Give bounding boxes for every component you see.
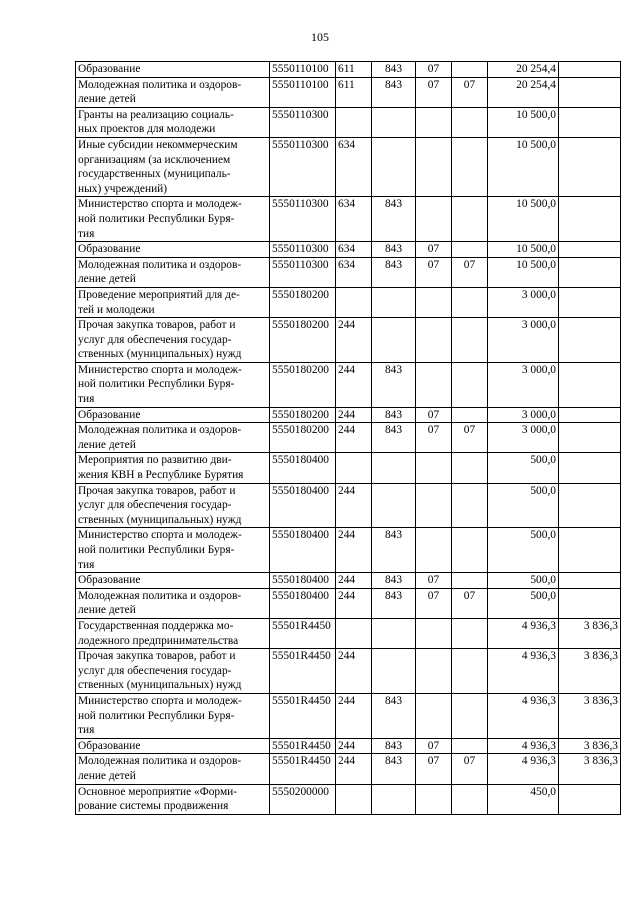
row-administrator-code: 843 (372, 257, 416, 287)
row-target-article: 5550180200 (270, 362, 336, 407)
row-subsection (452, 573, 488, 589)
row-name (76, 287, 270, 317)
row-expense-type: 244 (336, 362, 372, 407)
table-row (76, 107, 621, 137)
row-name-line: Молодежная политика и оздоров- (78, 258, 242, 271)
table-row (76, 754, 621, 784)
row-subsection (452, 362, 488, 407)
table-row (76, 483, 621, 528)
row-section: 07 (416, 754, 452, 784)
row-name-line: Проведение мероприятий для де- (78, 288, 240, 301)
row-section: 07 (416, 257, 452, 287)
row-name-line: ственных (муниципальных) нужд (78, 679, 242, 692)
row-name-line: услуг для обеспечения государ- (78, 664, 232, 677)
row-expense-type (336, 107, 372, 137)
row-name (76, 573, 270, 589)
row-name-line: ственных (муниципальных) нужд (78, 348, 242, 361)
row-amount: 20 254,4 (488, 62, 559, 78)
row-section: 07 (416, 573, 452, 589)
row-section (416, 693, 452, 738)
row-name-line: жения КВН в Республике Бурятия (78, 469, 244, 482)
row-name (76, 77, 270, 107)
row-section (416, 453, 452, 483)
row-name-line: Молодежная политика и оздоров- (78, 78, 242, 91)
row-subsection (452, 618, 488, 648)
row-amount: 450,0 (488, 784, 559, 814)
row-name (76, 62, 270, 78)
row-target-article: 55501R4450 (270, 693, 336, 738)
row-expense-type: 244 (336, 738, 372, 754)
row-name-line: тия (78, 558, 95, 571)
row-administrator-code: 843 (372, 693, 416, 738)
row-subsection: 07 (452, 588, 488, 618)
row-amount: 4 936,3 (488, 618, 559, 648)
row-amount-federal (559, 588, 621, 618)
row-name-line: Образование (78, 574, 141, 587)
row-subsection (452, 62, 488, 78)
row-administrator-code (372, 618, 416, 648)
row-subsection (452, 649, 488, 694)
row-expense-type: 244 (336, 649, 372, 694)
row-amount-federal (559, 107, 621, 137)
row-subsection: 07 (452, 77, 488, 107)
row-expense-type: 611 (336, 77, 372, 107)
table-row (76, 407, 621, 423)
row-name (76, 618, 270, 648)
row-subsection (452, 453, 488, 483)
row-name-line: рование системы продвижения (78, 800, 229, 813)
table-row (76, 453, 621, 483)
row-name-line: Министерство спорта и молодеж- (78, 198, 242, 211)
row-subsection (452, 137, 488, 196)
table-row (76, 197, 621, 242)
row-expense-type (336, 784, 372, 814)
row-target-article: 55501R4450 (270, 649, 336, 694)
row-amount: 4 936,3 (488, 649, 559, 694)
row-section (416, 318, 452, 363)
row-name-line: ление детей (78, 769, 136, 782)
row-amount-federal: 3 836,3 (559, 754, 621, 784)
row-section (416, 483, 452, 528)
row-amount-federal: 3 836,3 (559, 618, 621, 648)
table-row (76, 242, 621, 258)
row-section (416, 137, 452, 196)
row-subsection (452, 318, 488, 363)
row-name-line: услуг для обеспечения государ- (78, 499, 232, 512)
row-section (416, 362, 452, 407)
row-name-line: тия (78, 393, 95, 406)
row-subsection (452, 107, 488, 137)
table-row (76, 287, 621, 317)
row-name-line: ление детей (78, 438, 136, 451)
row-amount-federal (559, 362, 621, 407)
row-amount: 4 936,3 (488, 738, 559, 754)
row-name (76, 588, 270, 618)
row-section: 07 (416, 588, 452, 618)
row-amount-federal (559, 318, 621, 363)
row-section: 07 (416, 738, 452, 754)
row-amount-federal (559, 453, 621, 483)
row-subsection (452, 197, 488, 242)
row-amount-federal (559, 483, 621, 528)
row-expense-type (336, 453, 372, 483)
row-name (76, 738, 270, 754)
table-row (76, 62, 621, 78)
row-name-line: Образование (78, 63, 141, 75)
row-name (76, 693, 270, 738)
row-amount-federal: 3 836,3 (559, 649, 621, 694)
row-section (416, 618, 452, 648)
table-row (76, 588, 621, 618)
row-target-article: 5550110100 (270, 62, 336, 78)
row-name-line: Молодежная политика и оздоров- (78, 589, 242, 602)
row-name-line: тия (78, 724, 95, 737)
page-number: 105 (311, 30, 329, 44)
row-amount: 500,0 (488, 573, 559, 589)
row-expense-type: 244 (336, 693, 372, 738)
row-amount-federal (559, 137, 621, 196)
table-row (76, 257, 621, 287)
row-administrator-code (372, 453, 416, 483)
row-name-line: ной политики Республики Буря- (78, 544, 235, 556)
row-name (76, 754, 270, 784)
row-administrator-code (372, 483, 416, 528)
row-section: 07 (416, 407, 452, 423)
row-name (76, 197, 270, 242)
row-amount: 10 500,0 (488, 137, 559, 196)
row-name-line: Прочая закупка товаров, работ и (78, 484, 236, 497)
row-name (76, 318, 270, 363)
row-section: 07 (416, 242, 452, 258)
row-amount-federal: 3 836,3 (559, 693, 621, 738)
row-section: 07 (416, 77, 452, 107)
row-name (76, 407, 270, 423)
row-expense-type: 244 (336, 528, 372, 573)
row-amount-federal (559, 287, 621, 317)
row-amount-federal (559, 573, 621, 589)
row-administrator-code (372, 784, 416, 814)
row-administrator-code (372, 649, 416, 694)
row-amount: 3 000,0 (488, 362, 559, 407)
row-name-line: Гранты на реализацию социаль- (78, 108, 234, 121)
row-amount: 10 500,0 (488, 242, 559, 258)
row-administrator-code: 843 (372, 362, 416, 407)
row-amount: 500,0 (488, 483, 559, 528)
row-name-line: Мероприятия по развитию дви- (78, 454, 232, 467)
row-target-article: 5550110300 (270, 107, 336, 137)
row-administrator-code: 843 (372, 528, 416, 573)
row-target-article: 5550180400 (270, 588, 336, 618)
row-name-line: Прочая закупка товаров, работ и (78, 650, 236, 663)
row-expense-type: 634 (336, 137, 372, 196)
row-name-line: Министерство спорта и молодеж- (78, 363, 242, 376)
row-expense-type: 244 (336, 754, 372, 784)
row-administrator-code: 843 (372, 407, 416, 423)
row-subsection (452, 407, 488, 423)
row-administrator-code: 843 (372, 738, 416, 754)
row-name (76, 137, 270, 196)
row-amount-federal: 3 836,3 (559, 738, 621, 754)
row-amount: 500,0 (488, 453, 559, 483)
table-row (76, 77, 621, 107)
table-row (76, 528, 621, 573)
row-amount: 3 000,0 (488, 318, 559, 363)
row-subsection: 07 (452, 754, 488, 784)
row-name-line: ственных (муниципальных) нужд (78, 513, 242, 526)
row-target-article: 5550180200 (270, 318, 336, 363)
table-row (76, 738, 621, 754)
row-expense-type (336, 287, 372, 317)
row-expense-type: 244 (336, 423, 372, 453)
row-name-line: Молодежная политика и оздоров- (78, 424, 242, 437)
row-subsection: 07 (452, 257, 488, 287)
row-target-article: 5550110100 (270, 77, 336, 107)
row-name (76, 257, 270, 287)
row-name-line: ление детей (78, 273, 136, 286)
row-name-line: Министерство спорта и молодеж- (78, 694, 242, 707)
row-target-article: 5550180200 (270, 407, 336, 423)
row-amount-federal (559, 62, 621, 78)
row-name (76, 649, 270, 694)
row-amount: 3 000,0 (488, 407, 559, 423)
row-name-line: Образование (78, 739, 141, 752)
row-name-line: ных проектов для молодежи (78, 123, 216, 136)
row-amount: 3 000,0 (488, 423, 559, 453)
row-name-line: Иные субсидии некоммерческим (78, 138, 238, 151)
row-name-line: тия (78, 227, 95, 240)
row-administrator-code (372, 318, 416, 363)
row-amount-federal (559, 784, 621, 814)
row-name-line: лодежного предпринимательства (78, 634, 239, 647)
row-administrator-code (372, 137, 416, 196)
row-target-article: 5550180400 (270, 528, 336, 573)
row-subsection (452, 528, 488, 573)
row-name-line: ных) учреждений) (78, 182, 168, 195)
table-row (76, 423, 621, 453)
row-amount-federal (559, 197, 621, 242)
row-name-line: ной политики Республики Буря- (78, 709, 235, 722)
row-amount: 10 500,0 (488, 197, 559, 242)
row-name-line: Молодежная политика и оздоров- (78, 755, 242, 768)
row-section: 07 (416, 423, 452, 453)
row-target-article: 5550110300 (270, 137, 336, 196)
row-administrator-code: 843 (372, 242, 416, 258)
row-amount: 4 936,3 (488, 754, 559, 784)
table-row (76, 362, 621, 407)
row-expense-type: 244 (336, 588, 372, 618)
table-row (76, 573, 621, 589)
row-expense-type: 611 (336, 62, 372, 78)
row-section (416, 197, 452, 242)
row-amount: 10 500,0 (488, 257, 559, 287)
row-administrator-code: 843 (372, 754, 416, 784)
row-subsection (452, 693, 488, 738)
row-name-line: ление детей (78, 604, 136, 617)
table-row (76, 318, 621, 363)
row-expense-type: 244 (336, 573, 372, 589)
row-name (76, 483, 270, 528)
row-name-line: ление детей (78, 93, 136, 106)
row-name-line: ной политики Республики Буря- (78, 378, 235, 391)
row-target-article: 5550110300 (270, 197, 336, 242)
row-name (76, 528, 270, 573)
row-name (76, 784, 270, 814)
row-name (76, 423, 270, 453)
row-amount-federal (559, 257, 621, 287)
row-expense-type: 244 (336, 483, 372, 528)
row-section (416, 107, 452, 137)
row-target-article: 5550180200 (270, 423, 336, 453)
row-amount: 4 936,3 (488, 693, 559, 738)
row-target-article: 5550180400 (270, 453, 336, 483)
row-amount: 500,0 (488, 588, 559, 618)
row-name (76, 453, 270, 483)
row-amount-federal (559, 407, 621, 423)
row-subsection (452, 242, 488, 258)
row-subsection (452, 287, 488, 317)
row-target-article: 5550180200 (270, 287, 336, 317)
row-name-line: Государственная поддержка мо- (78, 619, 234, 632)
row-target-article: 55501R4450 (270, 618, 336, 648)
budget-table-body (76, 62, 621, 815)
row-name (76, 107, 270, 137)
row-administrator-code: 843 (372, 573, 416, 589)
row-administrator-code: 843 (372, 77, 416, 107)
row-target-article: 5550110300 (270, 257, 336, 287)
table-row (76, 784, 621, 814)
row-subsection (452, 738, 488, 754)
row-expense-type: 634 (336, 242, 372, 258)
row-amount: 500,0 (488, 528, 559, 573)
row-expense-type: 634 (336, 257, 372, 287)
row-section (416, 649, 452, 694)
budget-table (75, 61, 621, 815)
row-target-article: 5550110300 (270, 242, 336, 258)
row-name-line: Основное мероприятие «Форми- (78, 785, 238, 798)
row-target-article: 5550180400 (270, 483, 336, 528)
row-target-article: 55501R4450 (270, 738, 336, 754)
row-subsection (452, 784, 488, 814)
row-administrator-code: 843 (372, 423, 416, 453)
row-expense-type: 244 (336, 318, 372, 363)
row-section (416, 784, 452, 814)
row-subsection (452, 483, 488, 528)
row-target-article: 5550180400 (270, 573, 336, 589)
row-expense-type (336, 618, 372, 648)
row-section (416, 528, 452, 573)
row-amount: 10 500,0 (488, 107, 559, 137)
table-row (76, 137, 621, 196)
row-name-line: Образование (78, 408, 141, 421)
row-administrator-code: 843 (372, 62, 416, 78)
row-amount-federal (559, 242, 621, 258)
row-administrator-code: 843 (372, 197, 416, 242)
row-section (416, 287, 452, 317)
row-subsection: 07 (452, 423, 488, 453)
table-row (76, 649, 621, 694)
row-name-line: услуг для обеспечения государ- (78, 333, 232, 346)
table-row (76, 693, 621, 738)
row-section: 07 (416, 62, 452, 78)
row-target-article: 55501R4450 (270, 754, 336, 784)
row-expense-type: 244 (336, 407, 372, 423)
row-name-line: ной политики Республики Буря- (78, 212, 235, 225)
row-amount: 20 254,4 (488, 77, 559, 107)
row-amount-federal (559, 528, 621, 573)
row-amount-federal (559, 77, 621, 107)
row-amount: 3 000,0 (488, 287, 559, 317)
row-name-line: государственных (муниципаль- (78, 168, 231, 181)
row-name (76, 242, 270, 258)
row-name-line: Министерство спорта и молодеж- (78, 529, 242, 542)
row-expense-type: 634 (336, 197, 372, 242)
row-name-line: организациям (за исключением (78, 153, 231, 166)
row-name-line: Образование (78, 243, 141, 256)
row-administrator-code (372, 107, 416, 137)
row-name-line: тей и молодежи (78, 303, 155, 316)
row-name (76, 362, 270, 407)
row-amount-federal (559, 423, 621, 453)
row-administrator-code (372, 287, 416, 317)
row-administrator-code: 843 (372, 588, 416, 618)
row-target-article: 5550200000 (270, 784, 336, 814)
table-row (76, 618, 621, 648)
row-name-line: Прочая закупка товаров, работ и (78, 319, 236, 332)
